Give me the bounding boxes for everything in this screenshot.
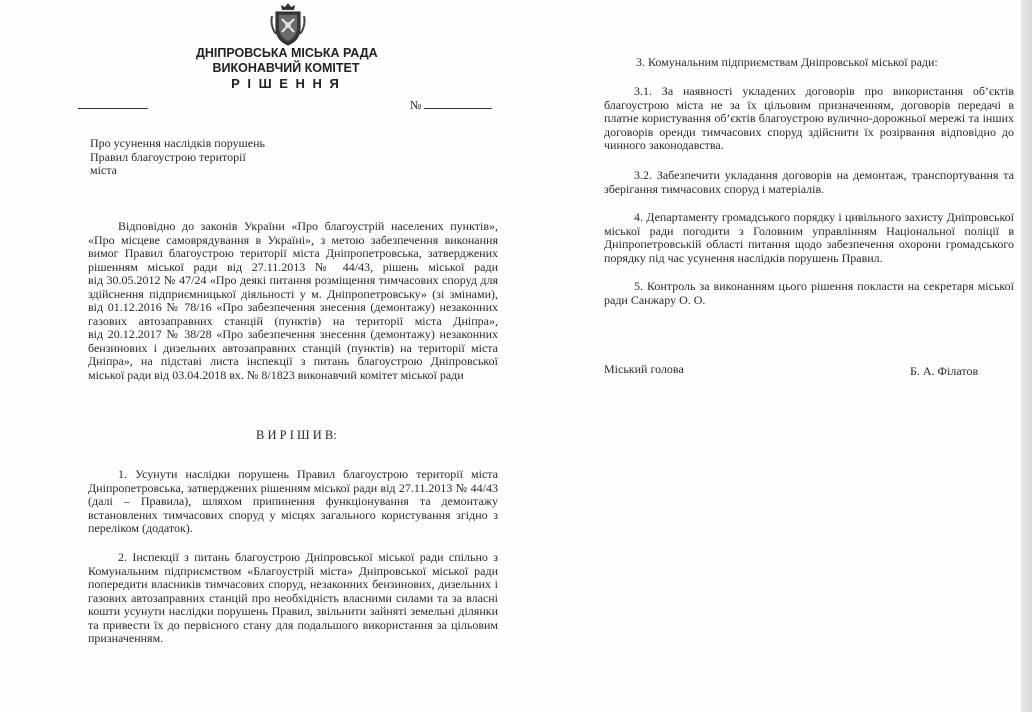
item-line: призначенням. (88, 631, 164, 645)
item-line: 4. Департаменту громадського порядку і цивільного захисту Дніпровської (634, 210, 1014, 224)
signature-name: Б. А. Філатов (910, 364, 979, 378)
item-line: платне користування об’єктів благоустрою вулично-дорожньої мережі та інших (604, 111, 1014, 125)
item-line: Дніпропетровській області питання щодо забезпечення охорони громадського (604, 237, 1014, 251)
page-edge (1021, 0, 1032, 712)
item-line: міської ради погодити з Головним управлінням Національної поліції в (604, 223, 1014, 238)
council-title: ДНІПРОВСЬКА МІСЬКА РАДА (196, 46, 378, 60)
signature-position: Міський голова (604, 362, 684, 376)
decision-item-3-2 (604, 169, 1014, 196)
item-line: (далі – Правила), шляхом припинення функціонування та демонтажу (88, 494, 498, 508)
decision-item-4 (604, 211, 1014, 265)
date-blank (78, 108, 148, 109)
subject-line: міста (90, 163, 117, 177)
item-line: попередити власників тимчасових споруд, незаконних бензинових, дизельних і (88, 577, 498, 591)
resolved-heading: В И Р І Ш И В: (256, 428, 337, 442)
preamble-line: газових автозаправних станцій (пунктів) на території міста Дніпра», (88, 313, 498, 328)
item-line: кошти усунути наслідки порушень Правил, звільнити зайняті земельні ділянки (88, 604, 498, 618)
decision-item-1 (88, 468, 498, 536)
decision-item-5 (604, 280, 1014, 307)
item-line: 3.1. За наявності укладених договорів про використання об’єктів (634, 84, 1014, 98)
item-line: 2. Інспекції з питань благоустрою Дніпровської міської ради спільно з (118, 550, 498, 564)
committee-title: ВИКОНАВЧИЙ КОМІТЕТ (212, 61, 360, 75)
preamble-line: рішенням міської ради від 27.11.2013 № 44/43, рішень міської ради (88, 259, 498, 274)
preamble-line: Відповідно до законів України «Про благоустрій населених пунктів», (118, 219, 498, 233)
item-line: встановлених тимчасових споруд у місцях загального користування згідно з (88, 507, 498, 522)
item-line: та привести їх до первісного стану для подальшого використання за цільовим (88, 617, 498, 632)
item-line: ради Санжару О. О. (604, 292, 706, 307)
decision-title: Р І Ш Е Н Н Я (231, 76, 341, 91)
item-line: переліком (додаток). (88, 521, 193, 535)
decision-item-2 (88, 551, 498, 646)
item-line: газових автозаправних станцій про необхідність власними силами та за власні (88, 590, 498, 605)
preamble-line: від 20.12.2017 № 38/28 «Про забезпечення знесення (демонтажу) незаконних (88, 327, 498, 341)
preamble-line: здійснення підприємницької діяльності у м. Дніпропетровську» (зі змінами), (88, 286, 498, 301)
item-line: благоустрою міста не за їх цільовим призначенням, договорів передачі в (604, 97, 1014, 112)
item-line: 3.2. Забезпечити укладання договорів на демонтаж, транспортування та (634, 168, 1014, 182)
item-line: договорів оренди тимчасових споруд здійснити їх розірвання відповідно до (604, 124, 1014, 139)
preamble-line: міської ради від 03.04.2018 вх. № 8/1823 виконавчий комітет міської ради (88, 367, 464, 382)
preamble-line: бензинових і дизельних автозаправних станцій (пунктів) на території міста (88, 340, 498, 355)
subject-line: Правил благоустрою території (90, 149, 246, 164)
subject-line: Про усунення наслідків порушень (90, 136, 266, 150)
decision-subject (90, 137, 290, 178)
decision-item-3 (636, 56, 996, 70)
item-line: 1. Усунути наслідки порушень Правил благоустрою території міста (118, 467, 498, 481)
item-line: 3. Комунальним підприємствам Дніпровської міської ради: (636, 55, 938, 69)
item-line: Дніпропетровська, затверджених рішенням міської ради від 27.11.2013 № 44/43 (88, 480, 498, 495)
item-line: порядку під час усунення наслідків порушень Правил. (604, 250, 883, 265)
item-line: зберігання тимчасових споруд і матеріалів. (604, 181, 825, 196)
item-line: чинного законодавства. (604, 138, 724, 152)
number-sign: № (410, 98, 422, 112)
preamble (88, 220, 498, 382)
number-blank (424, 108, 492, 109)
preamble-line: «Про місцеве самоврядування в Україні», з метою забезпечення виконання (88, 232, 498, 247)
preamble-line: вимог Правил благоустрою території міста Дніпропетровська, затверджених (88, 246, 498, 260)
decision-item-3-1 (604, 85, 1014, 153)
preamble-line: від 01.12.2016 № 78/16 «Про забезпечення знесення (демонтажу) незаконних (88, 300, 498, 314)
city-coat-of-arms-icon (268, 2, 308, 46)
preamble-line: від 30.05.2012 № 47/24 «Про деякі питання розміщення тимчасових споруд для (88, 273, 498, 287)
preamble-line: Дніпра», на підставі листа інспекції з питань благоустрою Дніпровської (88, 354, 498, 368)
item-line: 5. Контроль за виконанням цього рішення покласти на секретаря міської (634, 279, 1014, 293)
item-line: Комунальним підприємством «Благоустрій міста» Дніпровської міської ради (88, 563, 498, 578)
